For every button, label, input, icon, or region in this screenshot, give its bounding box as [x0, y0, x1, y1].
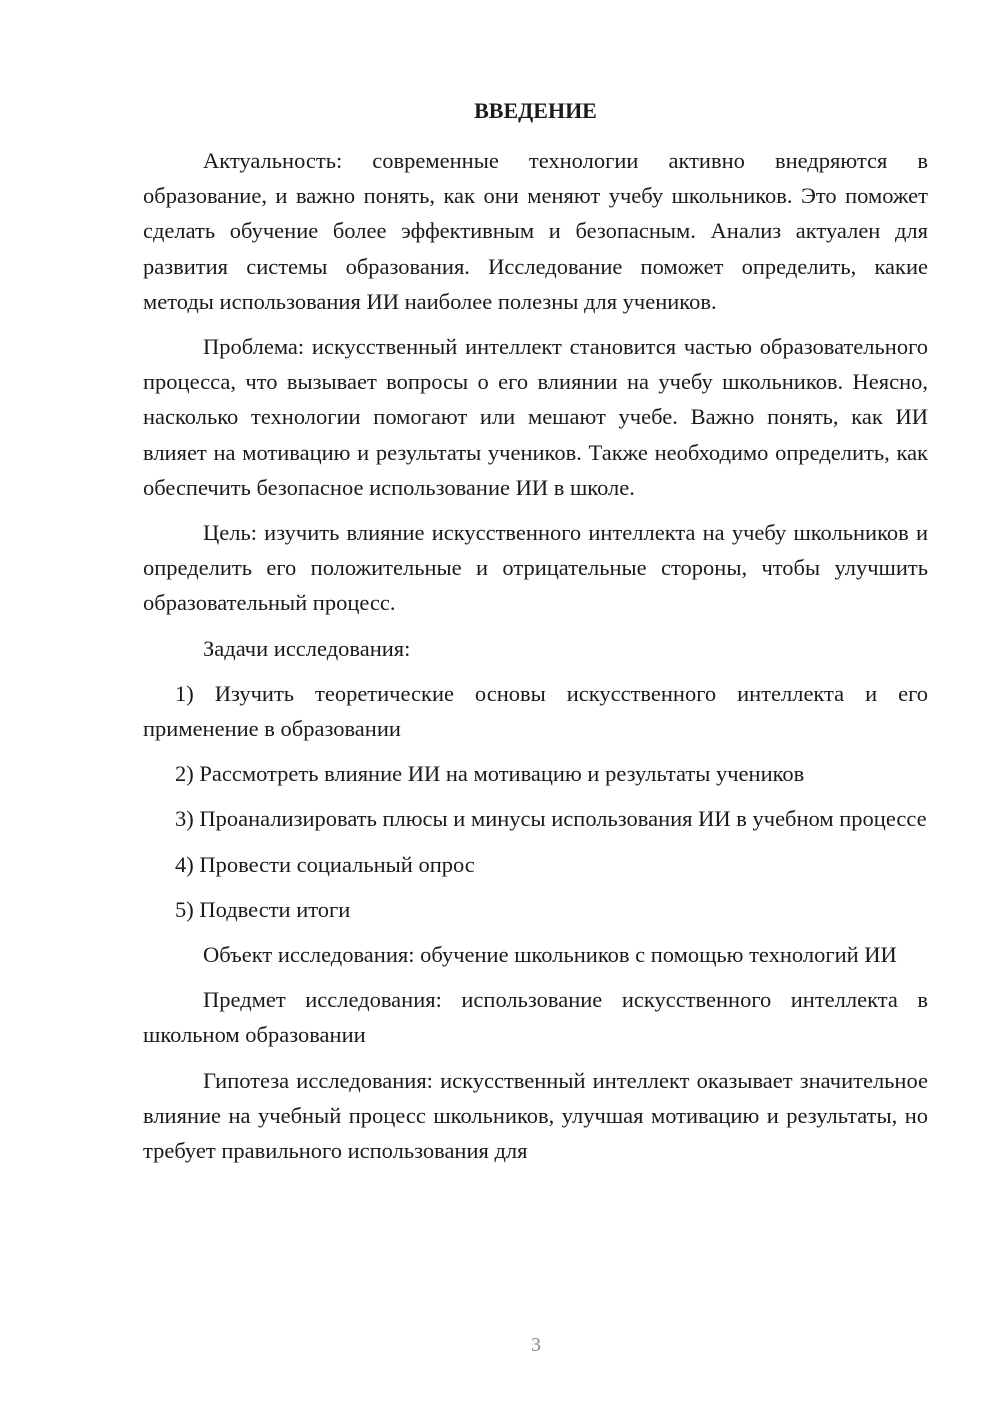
object-paragraph: Объект исследования: обучение школьников с помощью технологий ИИ	[203, 942, 897, 968]
task-item: 2) Рассмотреть влияние ИИ на мотивацию и результаты учеников	[175, 761, 805, 787]
section-heading: ВВЕДЕНИЕ	[474, 98, 597, 123]
subject-paragraph: Предмет исследования: использование искусственного интеллекта в школьном образовании	[143, 987, 928, 1048]
hypothesis-paragraph: Гипотеза исследования: искусственный интеллект оказывает значительное влияние на учебный процесс школьников, улучшая мотивацию и результаты, но требует правильного использования для	[143, 1067, 928, 1164]
task-item: 1) Изучить теоретические основы искусственного интеллекта и его применение в образовании	[143, 680, 928, 742]
task-item: 5) Подвести итоги	[175, 896, 351, 922]
tasks-title: Задачи исследования:	[203, 635, 411, 661]
task-item: 4) Провести социальный опрос	[175, 851, 475, 877]
task-item: 3) Проанализировать плюсы и минусы использования ИИ в учебном процессе	[175, 806, 927, 832]
page-number: 3	[531, 1334, 541, 1356]
relevance-paragraph: Актуальность: современные технологии активно внедряются в образование, и важно понять, как они меняют учебу школьников. Это поможет сделать обучение более эффективным и безопасным. Анализ актуален для развития системы образования. Исследование поможет определить, какие методы использования ИИ наиболее полезны для учеников.	[143, 148, 928, 314]
goal-paragraph: Цель: изучить влияние искусственного интеллекта на учебу школьников и определить его положительные и отрицательные стороны, чтобы улучшить образовательный процесс.	[143, 520, 928, 616]
problem-paragraph: Проблема: искусственный интеллект становится частью образовательного процесса, что вызывает вопросы о его влиянии на учебу школьников. Неясно, насколько технологии помогают или мешают учебе. Важно понять, как ИИ влияет на мотивацию и результаты учеников. Также необходимо определить, как обеспечить безопасное использование ИИ в школе.	[143, 334, 928, 500]
body-text	[143, 143, 928, 1178]
